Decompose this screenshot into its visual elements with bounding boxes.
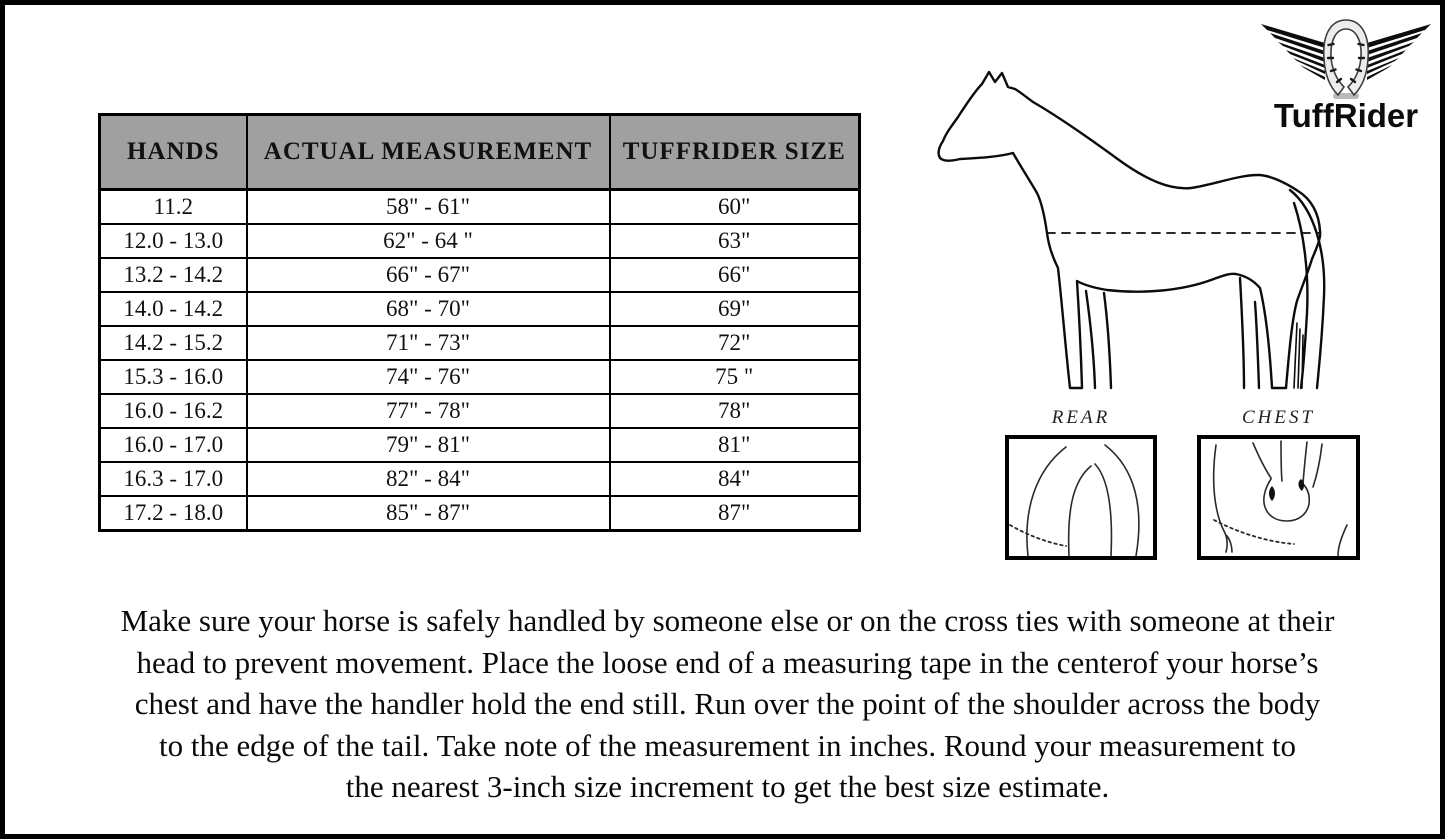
instructions-line: to the edge of the tail. Take note of the measurement in inches. Round your measurement to	[158, 727, 1297, 763]
table-cell: 14.0 - 14.2	[100, 292, 247, 326]
table-row	[100, 190, 860, 225]
brand-name: TuffRider	[1273, 97, 1419, 134]
table-cell: 84"	[610, 462, 860, 496]
table-cell: 58" - 61"	[247, 190, 610, 225]
table-cell: 82" - 84"	[247, 462, 610, 496]
table-cell: 68" - 70"	[247, 292, 610, 326]
table-cell: 75 "	[610, 360, 860, 394]
table-cell: 66" - 67"	[247, 258, 610, 292]
table-cell: 77" - 78"	[247, 394, 610, 428]
horse-body-outline	[939, 72, 1321, 388]
table-cell: 74" - 76"	[247, 360, 610, 394]
table-cell: 15.3 - 16.0	[100, 360, 247, 394]
table-cell: 17.2 - 18.0	[100, 496, 247, 531]
table-cell: 63"	[610, 224, 860, 258]
table-cell: 16.3 - 17.0	[100, 462, 247, 496]
instructions-line: chest and have the handler hold the end still. Run over the point of the shoulder across the body	[134, 686, 1321, 721]
table-row	[100, 360, 860, 394]
table-cell: 79" - 81"	[247, 428, 610, 462]
table-cell: 78"	[610, 394, 860, 428]
instructions-line: the nearest 3-inch size increment to get the best size estimate.	[345, 769, 1110, 804]
table-cell: 60"	[610, 190, 860, 225]
table-row	[100, 292, 860, 326]
measuring-instructions	[25, 600, 1430, 808]
table-cell: 85" - 87"	[247, 496, 610, 531]
horse-far-foreleg	[1086, 291, 1111, 388]
chest-view-label: CHEST	[1241, 407, 1316, 428]
rear-view-sketch	[1009, 439, 1153, 556]
chest-view-box	[1197, 435, 1360, 560]
header-hands: HANDS	[100, 115, 247, 190]
table-cell: 11.2	[100, 190, 247, 225]
horse-far-hindleg	[1240, 278, 1259, 388]
table-row	[100, 428, 860, 462]
table-cell: 81"	[610, 428, 860, 462]
table-row	[100, 394, 860, 428]
table-row	[100, 496, 860, 531]
table-cell: 14.2 - 15.2	[100, 326, 247, 360]
instructions-line: head to prevent movement. Place the loose end of a measuring tape in the centerof your horse’s	[136, 644, 1319, 680]
table-cell: 13.2 - 14.2	[100, 258, 247, 292]
horse-tail-strands	[1294, 323, 1303, 388]
size-table	[98, 113, 861, 532]
table-cell: 71" - 73"	[247, 326, 610, 360]
table-header-row	[100, 115, 860, 190]
table-row	[100, 258, 860, 292]
rear-view-box	[1005, 435, 1157, 560]
header-actual-measurement: ACTUAL MEASUREMENT	[247, 115, 610, 190]
header-tuffrider-size: TUFFRIDER SIZE	[610, 115, 860, 190]
chest-view-sketch	[1201, 439, 1356, 556]
table-cell: 69"	[610, 292, 860, 326]
horse-outline-illustration	[923, 61, 1343, 393]
table-row	[100, 326, 860, 360]
rear-view-label: REAR	[1051, 407, 1111, 428]
instructions-line: Make sure your horse is safely handled by someone else or on the cross ties with someone at their	[120, 603, 1335, 638]
table-cell: 12.0 - 13.0	[100, 224, 247, 258]
table-row	[100, 462, 860, 496]
table-cell: 62" - 64 "	[247, 224, 610, 258]
table-cell: 72"	[610, 326, 860, 360]
table-row	[100, 224, 860, 258]
table-cell: 16.0 - 16.2	[100, 394, 247, 428]
table-cell: 16.0 - 17.0	[100, 428, 247, 462]
table-cell: 87"	[610, 496, 860, 531]
table-cell: 66"	[610, 258, 860, 292]
